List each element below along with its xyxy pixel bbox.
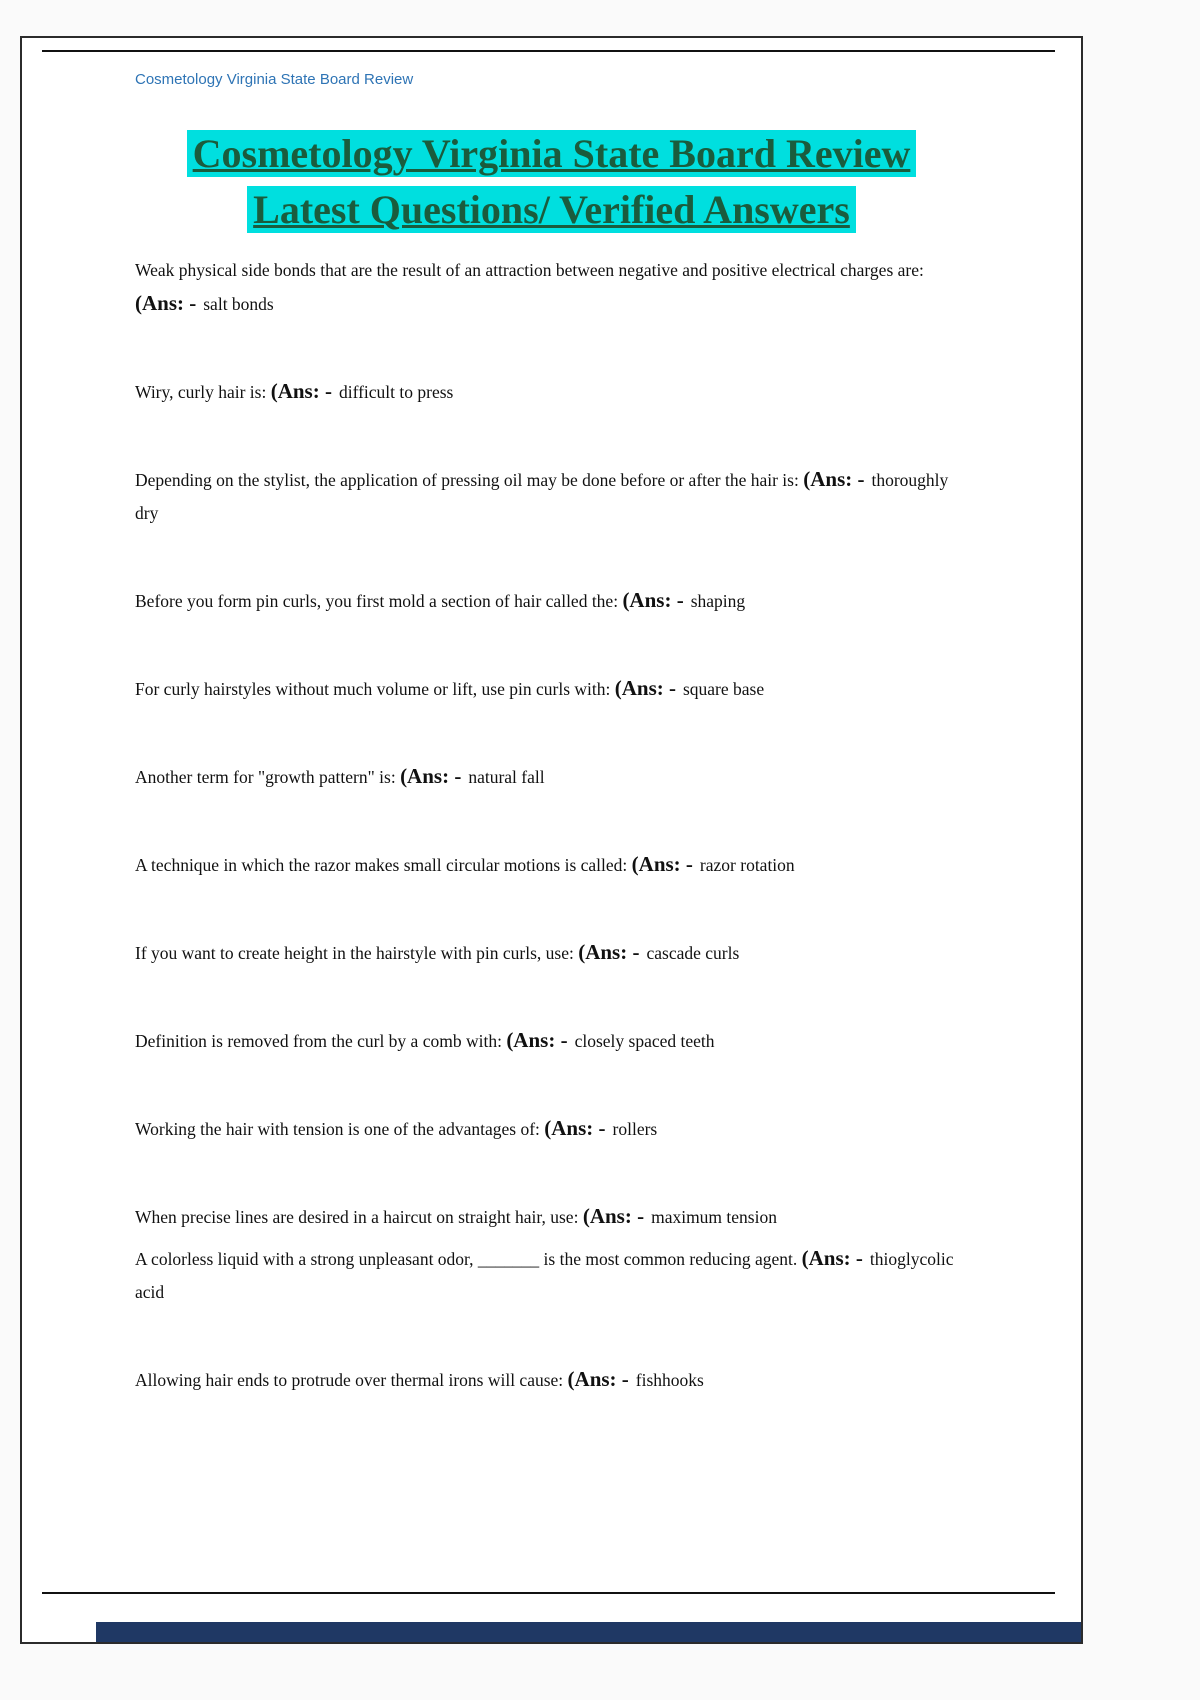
answer-label: (Ans: - [631,852,693,876]
answer-label: (Ans: - [400,764,462,788]
question-text: A colorless liquid with a strong unpleasant odor, _______ is the most common reducing agent. [135,1249,798,1269]
answer-label: (Ans: - [506,1028,568,1052]
question-text: Before you form pin curls, you first mold a section of hair called the: [135,591,619,611]
answer-label: (Ans: - [270,379,332,403]
answer-text: square base [682,679,765,699]
qa-item [135,760,959,794]
question-text: Allowing hair ends to protrude over thermal irons will cause: [135,1370,564,1390]
qa-item [135,1112,959,1146]
answer-label: (Ans: - [801,1246,863,1270]
answer-text: maximum tension [651,1207,777,1227]
qa-item [135,936,959,970]
question-text: Depending on the stylist, the application of pressing oil may be done before or after the hair is: [135,470,799,490]
answer-text: fishhooks [635,1370,704,1390]
answer-label: (Ans: - [544,1116,606,1140]
answer-text: razor rotation [699,855,795,875]
question-text: Another term for "growth pattern" is: [135,767,396,787]
question-text: If you want to create height in the hairstyle with pin curls, use: [135,943,574,963]
bottom-rule [42,1592,1055,1594]
qa-item [135,1200,959,1234]
answer-label: (Ans: - [803,467,865,491]
answer-label: (Ans: - [135,291,197,315]
answer-label: (Ans: - [567,1367,629,1391]
title-line-1: Cosmetology Virginia State Board Review [187,130,917,177]
answer-label: (Ans: - [578,940,640,964]
title-line-2: Latest Questions/ Verified Answers [247,186,856,233]
qa-item [135,1242,959,1309]
question-text: Wiry, curly hair is: [135,382,267,402]
qa-item [135,1024,959,1058]
answer-text: rollers [612,1119,658,1139]
answer-label: (Ans: - [614,676,676,700]
running-header: Cosmetology Virginia State Board Review [135,71,414,88]
qa-item [135,848,959,882]
qa-item [135,1363,959,1397]
qa-item [135,463,959,530]
question-text: For curly hairstyles without much volume or lift, use pin curls with: [135,679,611,699]
top-rule [42,50,1055,52]
answer-text: salt bonds [203,294,274,314]
qa-item [135,672,959,706]
question-text: Working the hair with tension is one of the advantages of: [135,1119,540,1139]
answer-text: closely spaced teeth [574,1031,715,1051]
answer-text: shaping [690,591,746,611]
question-text: A technique in which the razor makes small circular motions is called: [135,855,628,875]
document-title [22,126,1081,238]
question-text: Weak physical side bonds that are the result of an attraction between negative and positive electrical charges are: [135,260,924,280]
question-text: When precise lines are desired in a haircut on straight hair, use: [135,1207,579,1227]
question-text: Definition is removed from the curl by a comb with: [135,1031,502,1051]
qa-item [135,254,959,321]
answer-text: natural fall [468,767,545,787]
qa-item [135,584,959,618]
answer-label: (Ans: - [622,588,684,612]
answer-text: thioglycolic acid [135,1249,954,1302]
answer-text: difficult to press [338,382,454,402]
answer-text: thoroughly dry [135,470,949,523]
qa-item [135,375,959,409]
footer-bar [96,1622,1081,1642]
answer-label: (Ans: - [582,1204,645,1228]
answer-text: cascade curls [646,943,740,963]
qa-content [135,254,959,1397]
document-page [20,36,1083,1644]
